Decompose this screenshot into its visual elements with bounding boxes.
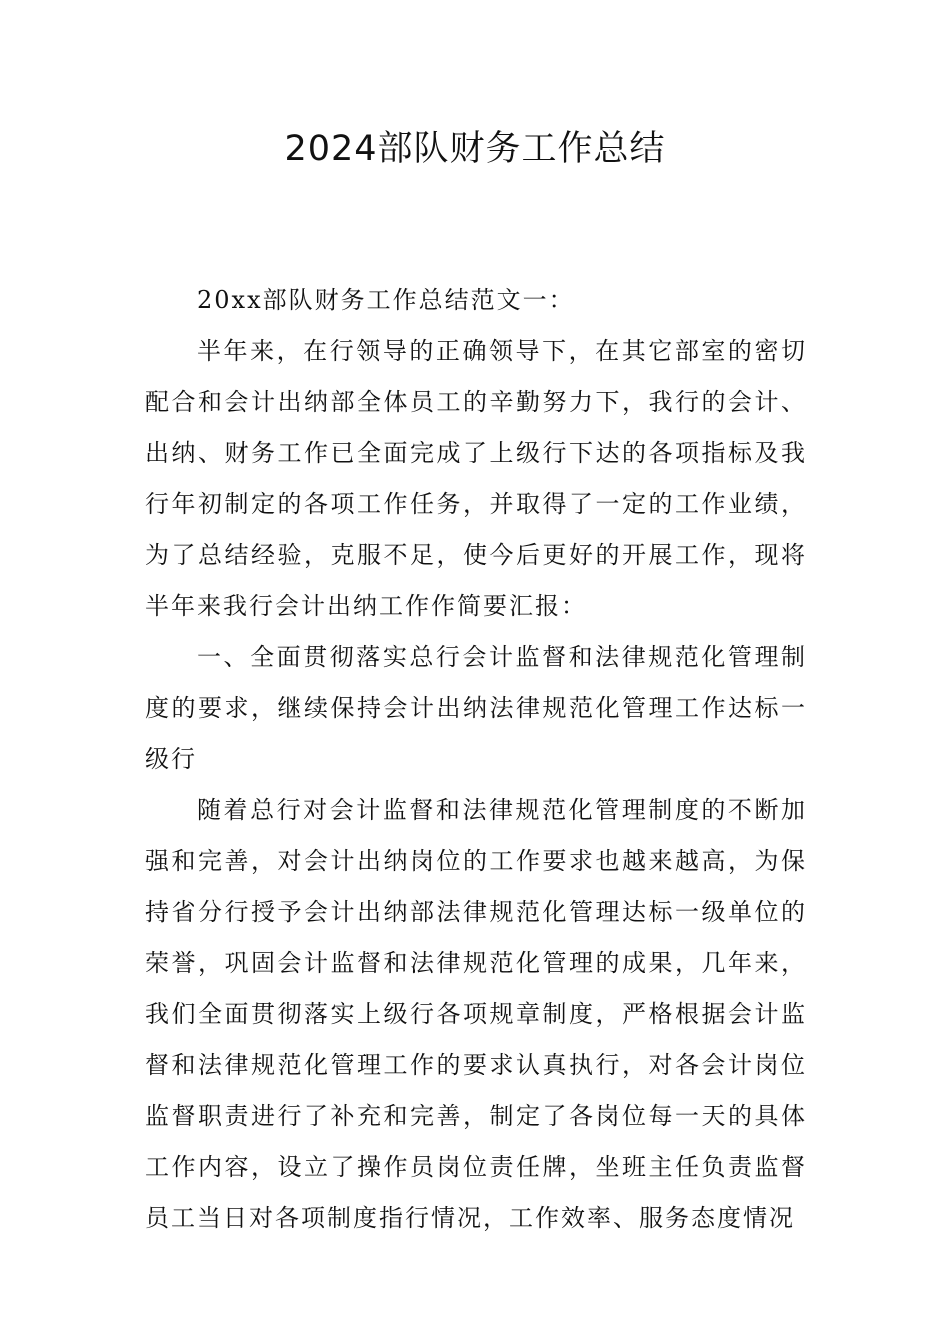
paragraph-intro: 20xx部队财务工作总结范文一：: [197, 286, 575, 314]
document-body: [145, 275, 807, 1244]
document-title: 2024部队财务工作总结: [284, 129, 666, 169]
paragraph-section-body: 随着总行对会计监督和法律规范化管理制度的不断加强和完善，对会计出纳岗位的工作要求也越来越高，为保持省分行授予会计出纳部法律规范化管理达标一级单位的荣誉，巩固会计监督和法律规范化管理的成果，几年来，我们全面贯彻落实上级行各项规章制度，严格根据会计监督和法律规范化管理工作的要求认真执行，对各会计岗位监督职责进行了补充和完善，制定了各岗位每一天的具体工作内容，设立了操作员岗位责任牌，坐班主任负责监督员工当日对各项制度指行情况，工作效率、服务态度情况: [145, 796, 807, 1232]
paragraph-section-heading: 一、全面贯彻落实总行会计监督和法律规范化管理制度的要求，继续保持会计出纳法律规范化管理工作达标一级行: [145, 643, 807, 773]
paragraph-summary: 半年来，在行领导的正确领导下，在其它部室的密切配合和会计出纳部全体员工的辛勤努力下，我行的会计、出纳、财务工作已全面完成了上级行下达的各项指标及我行年初制定的各项工作任务，并取得了一定的工作业绩，为了总结经验，克服不足，使今后更好的开展工作，现将半年来我行会计出纳工作作简要汇报：: [145, 337, 807, 620]
